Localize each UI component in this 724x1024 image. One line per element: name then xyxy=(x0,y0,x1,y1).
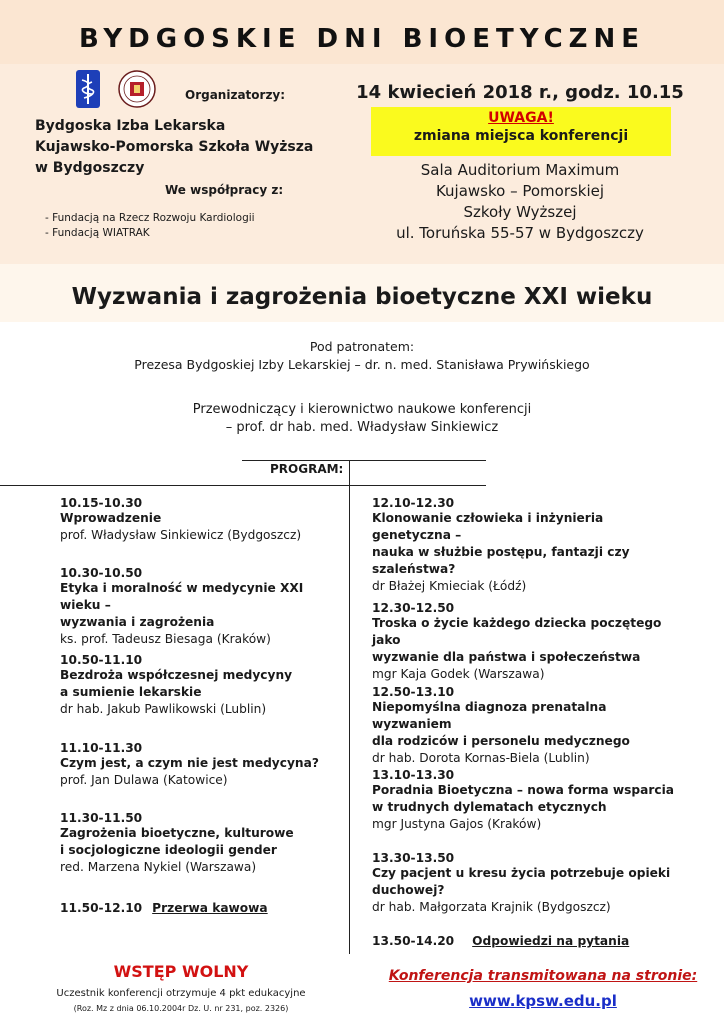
event-series-title: BYDGOSKIE DNI BIOETYCZNE xyxy=(78,24,646,54)
education-points-note: Uczestnik konferencji otrzymuje 4 pkt edukacyjne xyxy=(56,988,306,999)
item-topic: Etyka i moralność w medycynie XXI wieku – xyxy=(60,581,304,612)
item-speaker: prof. Jan Dulawa (Katowice) xyxy=(60,773,228,787)
program-item xyxy=(60,566,346,648)
item-time: 11.30-11.50 xyxy=(60,811,143,825)
item-time: 12.10-12.30 xyxy=(372,496,455,510)
notice-warning: UWAGA! xyxy=(488,110,554,126)
item-speaker: dr hab. Jakub Pawlikowski (Lublin) xyxy=(60,702,267,716)
item-topic: Czy pacjent u kresu życia potrzebuje opieki xyxy=(372,866,671,880)
item-topic: Zagrożenia bioetyczne, kulturowe xyxy=(60,826,294,840)
program-top-rule xyxy=(242,460,486,461)
item-time: 12.50-13.10 xyxy=(372,685,455,699)
venue-line: Szkoły Wyższej xyxy=(463,203,577,221)
venue-line: ul. Toruńska 55-57 w Bydgoszczy xyxy=(396,224,644,242)
item-topic: Czym jest, a czym nie jest medycyna? xyxy=(60,756,319,770)
item-topic: Klonowanie człowieka i inżynieria genetyczna – xyxy=(372,511,604,542)
foundation-item: - Fundacją WIATRAK xyxy=(45,227,150,239)
item-speaker: mgr Justyna Gajos (Kraków) xyxy=(372,817,542,831)
item-topic: szaleństwa? xyxy=(372,562,456,576)
venue-line: Kujawsko – Pomorskiej xyxy=(435,182,605,200)
break-label: Przerwa kawowa xyxy=(152,901,268,915)
item-topic: Niepomyślna diagnoza prenatalna wyzwaniem xyxy=(372,700,607,731)
medical-chamber-logo xyxy=(76,70,100,108)
event-datetime: 14 kwiecień 2018 r., godz. 10.15 xyxy=(356,82,684,103)
item-time: 13.10-13.30 xyxy=(372,768,455,782)
break-time: 11.50-12.10 xyxy=(60,901,143,915)
program-item xyxy=(372,496,678,595)
patronage-name: Prezesa Bydgoskiej Izby Lekarskiej – dr. n. med. Stanisława Prywińskiego xyxy=(134,357,590,372)
item-speaker: dr hab. Małgorzata Krajnik (Bydgoszcz) xyxy=(372,900,611,914)
website-link[interactable]: www.kpsw.edu.pl xyxy=(469,992,617,1010)
organizer-name: Bydgoska Izba Lekarska xyxy=(35,118,226,134)
program-divider-rule xyxy=(0,485,486,486)
item-speaker: dr hab. Dorota Kornas-Biela (Lublin) xyxy=(372,751,590,765)
organizer-name: Kujawsko-Pomorska Szkoła Wyższa xyxy=(35,139,314,155)
item-topic: wyzwania i zagrożenia xyxy=(60,615,215,629)
stream-notice: Konferencja transmitowana na stronie: xyxy=(388,968,698,984)
program-item xyxy=(372,685,678,767)
item-topic: dla rodziców i personelu medycznego xyxy=(372,734,630,748)
program-item xyxy=(60,741,319,789)
foundation-item: - Fundacją na Rzecz Rozwoju Kardiologii xyxy=(45,212,255,224)
program-column-divider xyxy=(349,460,350,954)
item-topic: duchowej? xyxy=(372,883,445,897)
notice-change-text: zmiana miejsca konferencji xyxy=(413,128,629,144)
item-topic: Troska o życie każdego dziecka poczętego jako xyxy=(372,616,662,647)
program-item xyxy=(60,653,292,718)
venue-change-notice xyxy=(371,107,671,156)
item-topic: Bezdroża współczesnej medycyny xyxy=(60,668,293,682)
patronage-label: Pod patronatem: xyxy=(309,339,415,354)
organizer-names xyxy=(35,116,313,179)
program-item xyxy=(372,601,678,683)
program-item xyxy=(372,768,674,833)
venue-address xyxy=(370,160,670,244)
organizers-label: Organizatorzy: xyxy=(185,88,286,102)
item-topic: Wprowadzenie xyxy=(60,511,162,525)
item-time: 10.30-10.50 xyxy=(60,566,143,580)
foundation-list xyxy=(45,211,255,241)
program-item xyxy=(60,811,294,876)
item-time: 11.10-11.30 xyxy=(60,741,143,755)
chair-line: Przewodniczący i kierownictwo naukowe konferencji xyxy=(192,402,532,417)
cooperation-label: We współpracy z: xyxy=(165,183,284,197)
item-time: 10.50-11.10 xyxy=(60,653,143,667)
free-entry-notice: WSTĘP WOLNY xyxy=(113,962,249,981)
patronage-block xyxy=(0,338,724,374)
chair-block xyxy=(0,401,724,437)
qa-row xyxy=(372,934,629,948)
qa-label: Odpowiedzi na pytania xyxy=(472,934,630,948)
caduceus-icon xyxy=(76,70,100,108)
chair-line: – prof. dr hab. med. Władysław Sinkiewicz xyxy=(225,420,499,435)
coffee-break-row xyxy=(60,901,268,915)
program-item xyxy=(60,496,301,544)
program-item xyxy=(372,851,670,916)
item-speaker: mgr Kaja Godek (Warszawa) xyxy=(372,667,545,681)
university-seal-logo xyxy=(118,70,156,108)
regulation-reference: (Roz. Mz z dnia 06.10.2004r Dz. U. nr 231, poz. 2326) xyxy=(73,1004,289,1013)
conference-title: Wyzwania i zagrożenia bioetyczne XXI wieku xyxy=(71,284,653,310)
item-time: 12.30-12.50 xyxy=(372,601,455,615)
item-topic: a sumienie lekarskie xyxy=(60,685,202,699)
item-speaker: dr Błażej Kmieciak (Łódź) xyxy=(372,579,527,593)
item-topic: nauka w służbie postępu, fantazji czy xyxy=(372,545,630,559)
qa-time: 13.50-14.20 xyxy=(372,934,455,948)
item-speaker: red. Marzena Nykiel (Warszawa) xyxy=(60,860,257,874)
item-speaker: prof. Władysław Sinkiewicz (Bydgoszcz) xyxy=(60,528,302,542)
item-topic: wyzwanie dla państwa i społeczeństwa xyxy=(372,650,641,664)
venue-line: Sala Auditorium Maximum xyxy=(420,161,620,179)
item-speaker: ks. prof. Tadeusz Biesaga (Kraków) xyxy=(60,632,271,646)
item-time: 13.30-13.50 xyxy=(372,851,455,865)
organizer-name: w Bydgoszczy xyxy=(35,160,145,176)
item-time: 10.15-10.30 xyxy=(60,496,143,510)
item-topic: w trudnych dylematach etycznych xyxy=(372,800,607,814)
item-topic: Poradnia Bioetyczna – nowa forma wsparcia xyxy=(372,783,674,797)
program-label: PROGRAM: xyxy=(270,462,344,476)
item-topic: i socjologiczne ideologii gender xyxy=(60,843,277,857)
